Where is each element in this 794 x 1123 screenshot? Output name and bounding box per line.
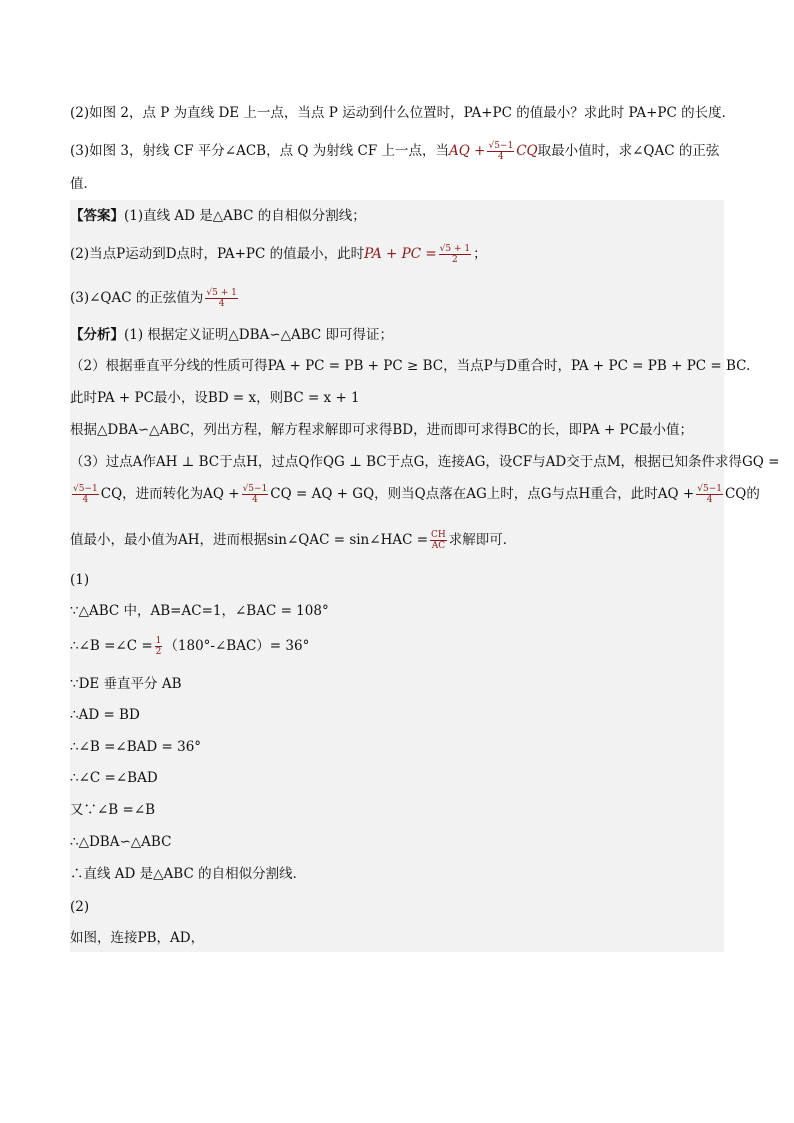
fraction-denominator: 4 bbox=[82, 495, 89, 505]
analysis-line-6-tail: CQ = AQ + GQ，则当Q点落在AG上时，点G与点H重合，此时AQ + bbox=[270, 486, 695, 502]
answer-line-2 bbox=[70, 244, 487, 265]
analysis-line-3: 此时PA + PC最小，设BD = x，则BC = x + 1 bbox=[70, 390, 360, 406]
analysis-line-6-mid: CQ，进而转化为AQ + bbox=[100, 486, 240, 502]
question-line-3-cont: 值． bbox=[70, 176, 97, 192]
analysis-line-7 bbox=[70, 530, 516, 551]
question-3-expr-b: CQ bbox=[516, 143, 538, 159]
answer-line-1 bbox=[70, 206, 366, 226]
answer-part-1: (1)直线 AD 是△ABC 的自相似分割线； bbox=[124, 208, 366, 224]
fraction-numerator: √5 + 1 bbox=[206, 288, 237, 298]
question-3-fraction bbox=[487, 141, 514, 162]
analysis-line-4: 根据△DBA∽△ABC，列出方程，解方程求解即可求得BD，进而即可求得BC的长，即PA + PC最小值； bbox=[70, 422, 693, 438]
answer-part-2-suffix: ； bbox=[473, 246, 487, 262]
fraction-denominator: 4 bbox=[706, 495, 713, 505]
solution-line-4: ∵DE 垂直平分 AB bbox=[70, 676, 182, 692]
analysis-line-2: （2）根据垂直平分线的性质可得PA + PC = PB + PC ≥ BC，当点P与D重合时，PA + PC = PB + PC = BC. bbox=[70, 358, 751, 374]
question-line-3 bbox=[70, 141, 719, 162]
solution-line-10: ∴直线 AD 是△ABC 的自相似分割线． bbox=[70, 866, 307, 882]
analysis-fraction-3 bbox=[696, 484, 723, 505]
solution-line-8: 又∵∠B =∠B bbox=[70, 802, 156, 818]
question-3-expr-a: AQ + bbox=[449, 143, 486, 159]
analysis-line-6-end: CQ的 bbox=[724, 486, 760, 502]
answer-part-3-prefix: (3)∠QAC 的正弦值为 bbox=[70, 290, 204, 306]
solution-fraction bbox=[155, 636, 163, 657]
analysis-line-7-suffix: 求解即可． bbox=[448, 532, 517, 548]
fraction-numerator: CH bbox=[431, 530, 446, 540]
solution-line-1: (1) bbox=[70, 572, 90, 588]
solution-line-3-suffix: （180°-∠BAC）= 36° bbox=[164, 638, 310, 654]
analysis-line-6 bbox=[70, 484, 760, 505]
question-line-2: (2)如图 2，点 P 为直线 DE 上一点，当点 P 运动到什么位置时，PA+PC 的值最小？求此时 PA+PC 的长度． bbox=[70, 105, 736, 121]
solution-line-7: ∴∠C =∠BAD bbox=[70, 770, 158, 786]
answer-part-2-expr: PA + PC = bbox=[364, 246, 437, 262]
fraction-numerator: 1 bbox=[155, 636, 162, 646]
solution-line-9: ∴△DBA∽△ABC bbox=[70, 834, 172, 850]
analysis-line-1 bbox=[70, 325, 393, 345]
analysis-part-1: (1) 根据定义证明△DBA∽△ABC 即可得证； bbox=[124, 327, 394, 343]
solution-line-3 bbox=[70, 636, 309, 657]
fraction-denominator: 4 bbox=[218, 299, 225, 309]
analysis-tag: 【分析】 bbox=[70, 327, 124, 343]
fraction-numerator: √5−1 bbox=[488, 141, 514, 151]
solution-line-3-prefix: ∴∠B =∠C = bbox=[70, 638, 153, 654]
answer-tag: 【答案】 bbox=[70, 208, 124, 224]
fraction-denominator: 4 bbox=[252, 495, 258, 505]
solution-line-5: ∴AD = BD bbox=[70, 707, 140, 723]
question-3-suffix: 取最小值时，求∠QAC 的正弦 bbox=[537, 143, 720, 159]
answer-part-2-fraction bbox=[439, 244, 471, 265]
solution-line-6: ∴∠B =∠BAD = 36° bbox=[70, 739, 202, 755]
solution-line-11: (2) bbox=[70, 899, 90, 915]
fraction-denominator: 2 bbox=[155, 647, 162, 657]
answer-part-3-fraction bbox=[205, 288, 237, 309]
analysis-fraction-1 bbox=[72, 484, 99, 505]
fraction-numerator: √5−1 bbox=[73, 484, 98, 494]
fraction-denominator: AC bbox=[431, 541, 446, 551]
analysis-fraction-4 bbox=[430, 530, 447, 551]
answer-line-3 bbox=[70, 288, 240, 309]
fraction-denominator: 2 bbox=[452, 255, 458, 265]
answer-part-2-prefix: (2)当点P运动到D点时，PA+PC 的值最小，此时 bbox=[70, 246, 365, 262]
question-3-prefix: (3)如图 3，射线 CF 平分∠ACB，点 Q 为射线 CF 上一点，当 bbox=[70, 143, 450, 159]
fraction-numerator: √5−1 bbox=[242, 484, 268, 494]
fraction-denominator: 4 bbox=[497, 152, 504, 162]
analysis-line-7-prefix: 值最小，最小值为AH，进而根据sin∠QAC = sin∠HAC = bbox=[70, 532, 429, 548]
solution-line-12: 如图，连接PB，AD， bbox=[70, 930, 205, 946]
solution-line-2: ∵△ABC 中，AB=AC=1，∠BAC = 108° bbox=[70, 603, 329, 619]
analysis-fraction-2 bbox=[242, 484, 269, 505]
analysis-line-5: （3）过点A作AH ⊥ BC于点H，过点Q作QG ⊥ BC于点G，连接AG，设CF与AD交于点M，根据已知条件求得GQ = bbox=[70, 454, 780, 470]
fraction-numerator: √5−1 bbox=[697, 484, 722, 494]
fraction-numerator: √5 + 1 bbox=[439, 244, 471, 254]
